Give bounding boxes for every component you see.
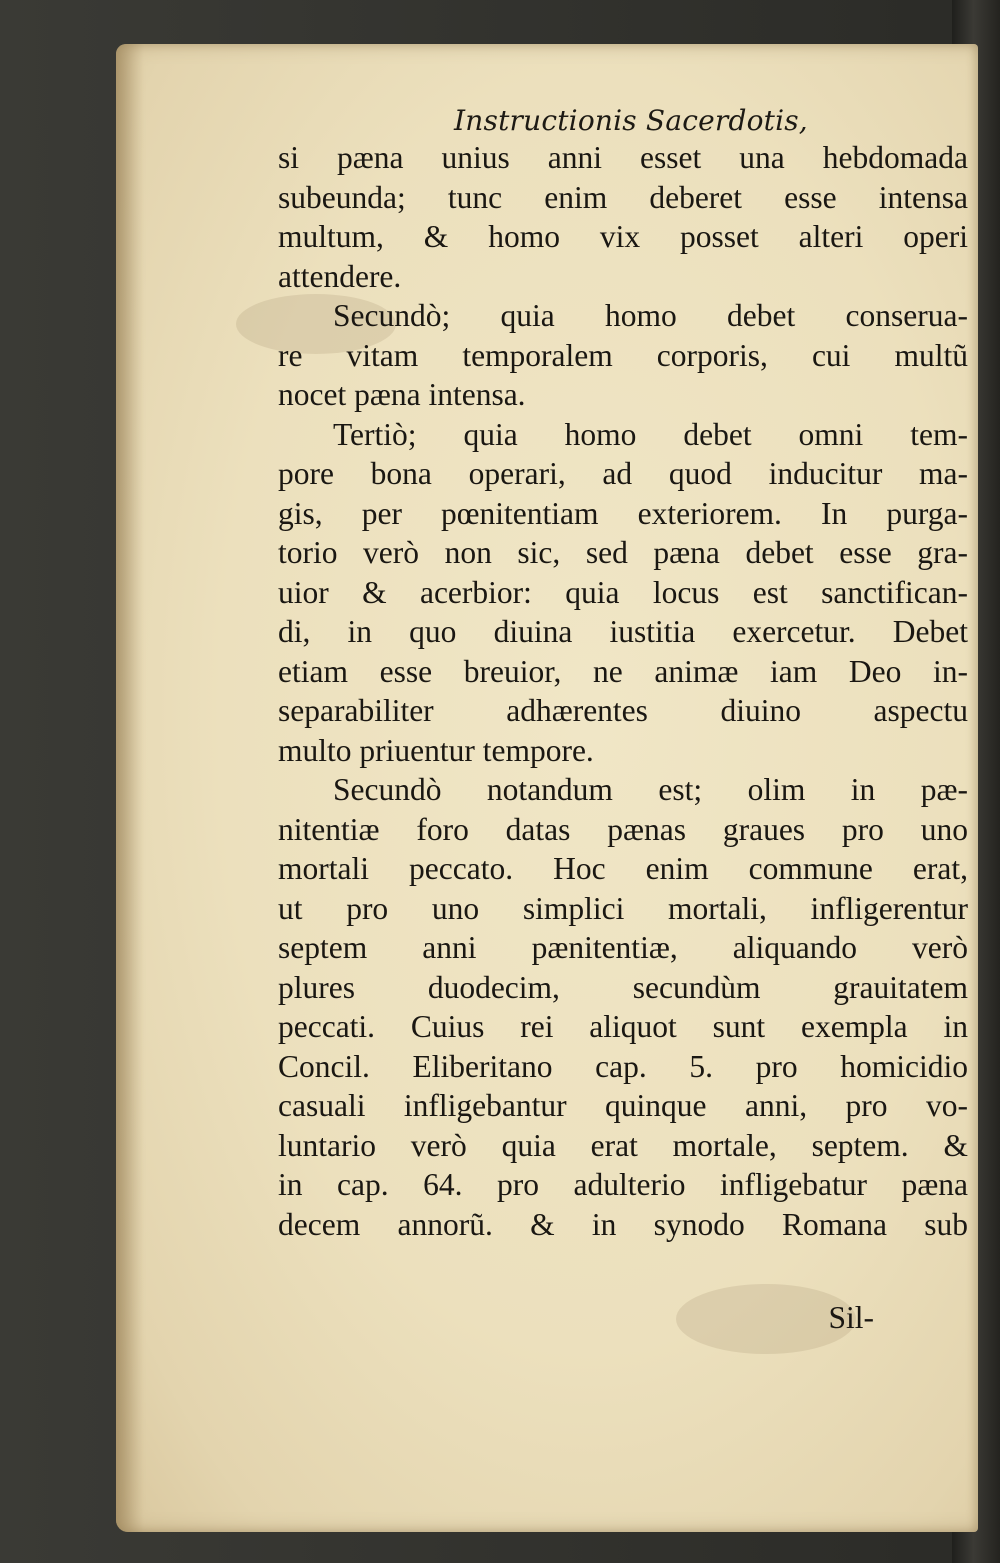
text-line: etiam esse breuior, ne animæ iam Deo in-: [278, 653, 968, 689]
text-line: subeunda; tunc enim deberet esse intensa: [278, 179, 968, 215]
body-text: [278, 138, 968, 1244]
text-line: Secundò notandum est; olim in pæ-: [333, 772, 968, 807]
text-line: torio verò non sic, sed pæna debet esse gra-: [278, 535, 968, 570]
text-line: luntario verò quia erat mortale, septem. &: [278, 1127, 968, 1163]
text-line: mortali peccato. Hoc enim commune erat,: [278, 851, 968, 886]
text-line: multo priuentur tempore.: [278, 732, 594, 768]
text-line: separabiliter adhærentes diuino aspectu: [278, 693, 968, 728]
text-line: peccati. Cuius rei aliquot sunt exempla in: [278, 1009, 968, 1044]
text-line: ut pro uno simplici mortali, infligerentur: [278, 890, 968, 926]
catchword: Sil-: [828, 1300, 874, 1335]
running-head: Instructionis Sacerdotis,: [454, 104, 808, 137]
text-line: plures duodecim, secundùm grauitatem: [278, 969, 968, 1005]
text-line: attendere.: [278, 258, 402, 294]
text-line: nocet pæna intensa.: [278, 377, 526, 412]
text-line: casuali infligebantur quinque anni, pro vo-: [278, 1088, 968, 1123]
text-line: uior & acerbior: quia locus est sanctifican-: [278, 574, 968, 610]
text-line: Tertiò; quia homo debet omni tem-: [333, 416, 968, 452]
text-line: gis, per pœnitentiam exteriorem. In purga-: [278, 495, 968, 531]
text-line: Concil. Eliberitano cap. 5. pro homicidio: [278, 1048, 968, 1084]
text-line: decem annorũ. & in synodo Romana sub: [278, 1206, 968, 1242]
text-line: septem anni pænitentiæ, aliquando verò: [278, 930, 968, 965]
text-line: si pæna unius anni esset una hebdomada: [278, 140, 968, 175]
text-line: nitentiæ foro datas pænas graues pro uno: [278, 811, 968, 847]
text-line: re vitam temporalem corporis, cui multũ: [278, 337, 968, 373]
text-line: di, in quo diuina iustitia exercetur. Debet: [278, 614, 968, 649]
text-line: in cap. 64. pro adulterio infligebatur pæna: [278, 1167, 968, 1202]
text-line: pore bona operari, ad quod inducitur ma-: [278, 456, 968, 491]
page-gutter-shadow: [116, 44, 144, 1532]
text-line: multum, & homo vix posset alteri operi: [278, 219, 968, 254]
text-line: Secundò; quia homo debet conserua-: [333, 298, 968, 333]
